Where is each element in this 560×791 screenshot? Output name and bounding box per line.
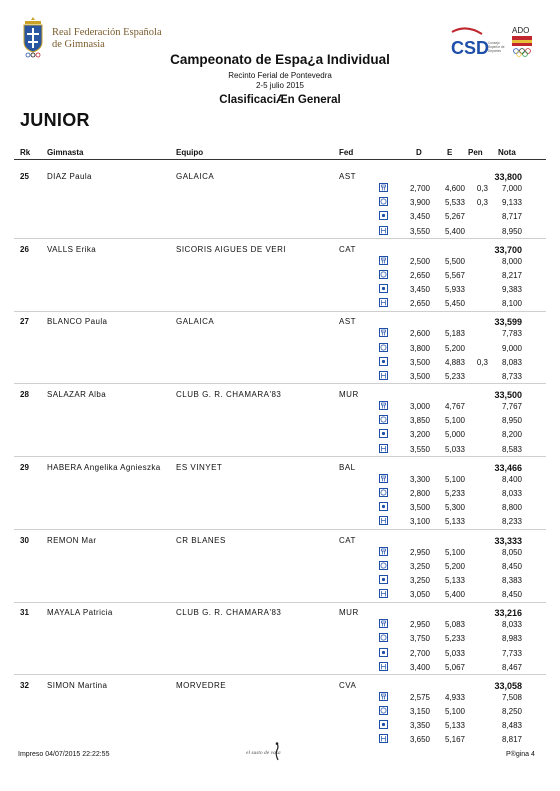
row-divider (14, 456, 546, 457)
col-header-d: D (416, 148, 422, 157)
score-e: 5,133 (444, 575, 465, 585)
score-e: 5,083 (444, 620, 465, 630)
apparatus-score (0, 184, 560, 196)
score-nota: 8,033 (501, 620, 522, 630)
apparatus-score (0, 489, 560, 501)
score-pen: 0,3 (476, 198, 488, 208)
federation: CAT (339, 535, 356, 545)
result-row (0, 317, 560, 387)
rank: 27 (20, 317, 29, 327)
federation: BAL (339, 462, 356, 472)
score-nota: 8,583 (501, 444, 522, 454)
gymnast-name: DIAZ Paula (47, 172, 92, 181)
rank: 28 (20, 390, 29, 400)
score-e: 5,267 (444, 212, 465, 222)
total-score: 33,466 (494, 462, 522, 473)
score-nota: 8,800 (501, 503, 522, 513)
score-nota: 8,233 (501, 517, 522, 527)
score-nota: 9,383 (501, 285, 522, 295)
score-d: 3,500 (409, 371, 430, 381)
score-nota: 8,217 (501, 270, 522, 280)
score-d: 3,250 (409, 561, 430, 571)
csd-logo-small-1: Consejo (488, 41, 500, 45)
apparatus-score (0, 634, 560, 646)
category-heading: JUNIOR (20, 110, 90, 130)
score-e: 5,567 (444, 270, 465, 280)
apparatus-score (0, 693, 560, 705)
apparatus-score (0, 620, 560, 632)
apparatus-score (0, 358, 560, 370)
floor-icon (379, 589, 388, 598)
vault-icon (379, 401, 388, 410)
score-nota: 8,733 (501, 371, 522, 381)
score-e: 5,100 (444, 474, 465, 484)
federation: CAT (339, 244, 356, 254)
score-nota: 7,767 (501, 402, 522, 412)
score-d: 2,600 (409, 329, 430, 339)
federation: MUR (339, 390, 359, 400)
federation: MUR (339, 608, 359, 618)
apparatus-score (0, 416, 560, 428)
score-nota: 8,400 (501, 474, 522, 484)
score-d: 2,650 (409, 270, 430, 280)
score-nota: 8,950 (501, 226, 522, 236)
apparatus-score (0, 548, 560, 560)
col-header-e: E (447, 148, 453, 157)
score-d: 3,750 (409, 634, 430, 644)
score-d: 3,500 (409, 357, 430, 367)
score-d: 2,650 (409, 299, 430, 309)
apparatus-score (0, 299, 560, 311)
score-e: 5,300 (444, 503, 465, 513)
vault-icon (379, 183, 388, 192)
result-row (0, 463, 560, 533)
score-d: 3,300 (409, 474, 430, 484)
score-e: 5,183 (444, 329, 465, 339)
score-nota: 8,817 (501, 735, 522, 745)
score-e: 5,133 (444, 517, 465, 527)
score-d: 3,550 (409, 444, 430, 454)
gymnast-name: SIMON Martina (47, 680, 108, 690)
vault-icon (379, 328, 388, 337)
score-e: 5,233 (444, 634, 465, 644)
score-e: 5,533 (444, 198, 465, 208)
total-score: 33,700 (494, 244, 522, 255)
score-nota: 8,100 (501, 299, 522, 309)
score-d: 3,050 (409, 590, 430, 600)
score-e: 5,033 (444, 444, 465, 454)
score-e: 4,767 (444, 402, 465, 412)
score-pen: 0,3 (476, 357, 488, 367)
team-name: CR BLANES (176, 535, 226, 545)
beam-icon (379, 561, 388, 570)
row-divider (14, 674, 546, 675)
col-header-gymnast: Gimnasta (47, 148, 84, 157)
csd-logo-text: CSD (451, 38, 490, 58)
total-score: 33,058 (494, 680, 522, 691)
row-divider (14, 602, 546, 603)
bars-icon (379, 357, 388, 366)
apparatus-score (0, 590, 560, 602)
result-row (0, 536, 560, 606)
result-row (0, 245, 560, 315)
score-nota: 7,783 (501, 329, 522, 339)
score-d: 3,350 (409, 721, 430, 731)
apparatus-score (0, 212, 560, 224)
bars-icon (379, 502, 388, 511)
score-nota: 8,717 (501, 212, 522, 222)
score-d: 2,800 (409, 488, 430, 498)
score-d: 3,200 (409, 430, 430, 440)
row-divider (14, 529, 546, 530)
score-e: 5,133 (444, 721, 465, 731)
apparatus-score (0, 721, 560, 733)
team-name: GALAICA (176, 172, 215, 181)
rfeg-logo-line1: Real Federación Española (52, 27, 162, 38)
score-nota: 8,083 (501, 357, 522, 367)
score-d: 3,100 (409, 517, 430, 527)
dancer-icon (270, 742, 284, 762)
score-d: 3,450 (409, 212, 430, 222)
score-e: 4,933 (444, 692, 465, 702)
score-d: 2,500 (409, 256, 430, 266)
apparatus-score (0, 649, 560, 661)
bars-icon (379, 575, 388, 584)
total-score: 33,800 (494, 172, 522, 182)
vault-icon (379, 256, 388, 265)
vault-icon (379, 474, 388, 483)
vault-icon (379, 692, 388, 701)
beam-icon (379, 343, 388, 352)
col-header-team: Equipo (176, 148, 204, 157)
apparatus-score (0, 445, 560, 457)
apparatus-score (0, 198, 560, 210)
gymnast-name: HABERA Angelika Agnieszka (47, 462, 161, 472)
score-d: 3,850 (409, 416, 430, 426)
beam-icon (379, 633, 388, 642)
score-d: 3,000 (409, 402, 430, 412)
event-dates: 2-5 julio 2015 (255, 81, 305, 90)
col-header-nota: Nota (498, 148, 516, 157)
score-nota: 8,450 (501, 590, 522, 600)
csd-logo-small-3: Deportes (488, 49, 501, 53)
score-d: 2,700 (409, 184, 430, 193)
apparatus-score (0, 344, 560, 356)
score-e: 5,400 (444, 226, 465, 236)
rank: 25 (20, 172, 29, 181)
gymnast-name: VALLS Erika (47, 244, 97, 254)
apparatus-score (0, 576, 560, 588)
score-e: 5,200 (444, 561, 465, 571)
page-number: P®gina 4 (506, 751, 535, 758)
score-nota: 7,508 (501, 692, 522, 702)
score-nota: 8,250 (501, 707, 522, 717)
floor-icon (379, 298, 388, 307)
footer-logo (246, 742, 310, 764)
bars-icon (379, 648, 388, 657)
score-d: 3,900 (409, 198, 430, 208)
header-divider (14, 159, 546, 160)
floor-icon (379, 226, 388, 235)
score-nota: 9,000 (501, 343, 522, 353)
floor-icon (379, 734, 388, 743)
score-nota: 8,033 (501, 488, 522, 498)
rank: 31 (20, 608, 29, 618)
beam-icon (379, 488, 388, 497)
federation: AST (339, 317, 357, 327)
beam-icon (379, 415, 388, 424)
federation: CVA (339, 680, 357, 690)
score-e: 5,100 (444, 547, 465, 557)
apparatus-score (0, 475, 560, 487)
score-nota: 8,000 (501, 256, 522, 266)
page-title: Campeonato de Espa¿a Individual (170, 52, 390, 67)
score-d: 2,700 (409, 648, 430, 658)
row-divider (14, 383, 546, 384)
ado-logo-text: ADO (512, 26, 530, 35)
rank: 32 (20, 680, 29, 690)
result-row (0, 608, 560, 678)
team-name: GALAICA (176, 317, 215, 327)
team-name: MORVEDRE (176, 680, 227, 690)
beam-icon (379, 197, 388, 206)
score-nota: 8,483 (501, 721, 522, 731)
federation: AST (339, 172, 357, 181)
score-e: 5,067 (444, 662, 465, 672)
score-d: 2,950 (409, 620, 430, 630)
score-d: 2,950 (409, 547, 430, 557)
team-name: CLUB G. R. CHAMARA'83 (176, 390, 282, 400)
gymnast-name: SALAZAR Alba (47, 390, 107, 400)
col-header-fed: Fed (339, 148, 354, 157)
total-score: 33,599 (494, 317, 522, 328)
score-d: 3,150 (409, 707, 430, 717)
floor-icon (379, 516, 388, 525)
row-divider (14, 238, 546, 239)
bars-icon (379, 429, 388, 438)
apparatus-score (0, 285, 560, 297)
score-d: 3,800 (409, 343, 430, 353)
score-e: 5,233 (444, 371, 465, 381)
score-nota: 8,200 (501, 430, 522, 440)
score-nota: 9,133 (501, 198, 522, 208)
apparatus-score (0, 257, 560, 269)
score-e: 5,450 (444, 299, 465, 309)
apparatus-score (0, 329, 560, 341)
score-d: 3,550 (409, 226, 430, 236)
score-d: 3,450 (409, 285, 430, 295)
score-e: 5,033 (444, 648, 465, 658)
total-score: 33,216 (494, 608, 522, 619)
rank: 30 (20, 535, 29, 545)
floor-icon (379, 444, 388, 453)
apparatus-score (0, 517, 560, 529)
total-score: 33,500 (494, 390, 522, 401)
bars-icon (379, 284, 388, 293)
team-name: ES VINYET (176, 462, 223, 472)
score-pen: 0,3 (476, 184, 488, 193)
beam-icon (379, 270, 388, 279)
apparatus-score (0, 503, 560, 515)
score-nota: 7,733 (501, 648, 522, 658)
col-header-pen: Pen (468, 148, 483, 157)
floor-icon (379, 371, 388, 380)
score-d: 2,575 (409, 692, 430, 702)
result-row (0, 390, 560, 460)
apparatus-score (0, 271, 560, 283)
total-score: 33,333 (494, 535, 522, 546)
team-name: SICORIS AIGUES DE VERI (176, 244, 287, 254)
score-e: 5,400 (444, 590, 465, 600)
vault-icon (379, 619, 388, 628)
score-e: 4,883 (444, 357, 465, 367)
score-d: 3,650 (409, 735, 430, 745)
rank: 29 (20, 462, 29, 472)
score-e: 5,233 (444, 488, 465, 498)
team-name: CLUB G. R. CHAMARA'83 (176, 608, 282, 618)
apparatus-score (0, 562, 560, 574)
row-divider (14, 311, 546, 312)
score-e: 5,100 (444, 416, 465, 426)
score-d: 3,400 (409, 662, 430, 672)
print-timestamp: Impreso 04/07/2015 22:22:55 (18, 751, 110, 758)
score-d: 3,500 (409, 503, 430, 513)
gymnast-name: MAYALA Patricia (47, 608, 113, 618)
footer-logo-text: el susto de vasa (246, 750, 281, 756)
score-nota: 8,467 (501, 662, 522, 672)
page-subtitle: ClasificaciÆn General (219, 94, 341, 106)
apparatus-score (0, 663, 560, 675)
rfeg-logo-line2: de Gimnasia (52, 39, 105, 50)
score-nota: 8,383 (501, 575, 522, 585)
apparatus-score (0, 707, 560, 719)
score-nota: 7,000 (501, 184, 522, 193)
apparatus-score (0, 227, 560, 239)
score-nota: 8,450 (501, 561, 522, 571)
score-nota: 8,950 (501, 416, 522, 426)
score-e: 5,200 (444, 343, 465, 353)
score-e: 5,500 (444, 256, 465, 266)
gymnast-name: BLANCO Paula (47, 317, 108, 327)
beam-icon (379, 706, 388, 715)
score-d: 3,250 (409, 575, 430, 585)
score-e: 5,167 (444, 735, 465, 745)
result-row (0, 681, 560, 751)
apparatus-score (0, 402, 560, 414)
score-e: 5,100 (444, 707, 465, 717)
bars-icon (379, 720, 388, 729)
result-row (0, 172, 560, 242)
score-e: 5,933 (444, 285, 465, 295)
gymnast-name: REMON Mar (47, 535, 97, 545)
vault-icon (379, 547, 388, 556)
score-e: 4,600 (444, 184, 465, 193)
csd-logo-small-2: Superior de (488, 45, 505, 49)
apparatus-score (0, 430, 560, 442)
apparatus-score (0, 372, 560, 384)
venue: Recinto Ferial de Pontevedra (228, 71, 332, 80)
score-e: 5,000 (444, 430, 465, 440)
floor-icon (379, 662, 388, 671)
score-nota: 8,050 (501, 547, 522, 557)
bars-icon (379, 211, 388, 220)
col-header-rank: Rk (20, 148, 31, 157)
rank: 26 (20, 244, 29, 254)
score-nota: 8,983 (501, 634, 522, 644)
